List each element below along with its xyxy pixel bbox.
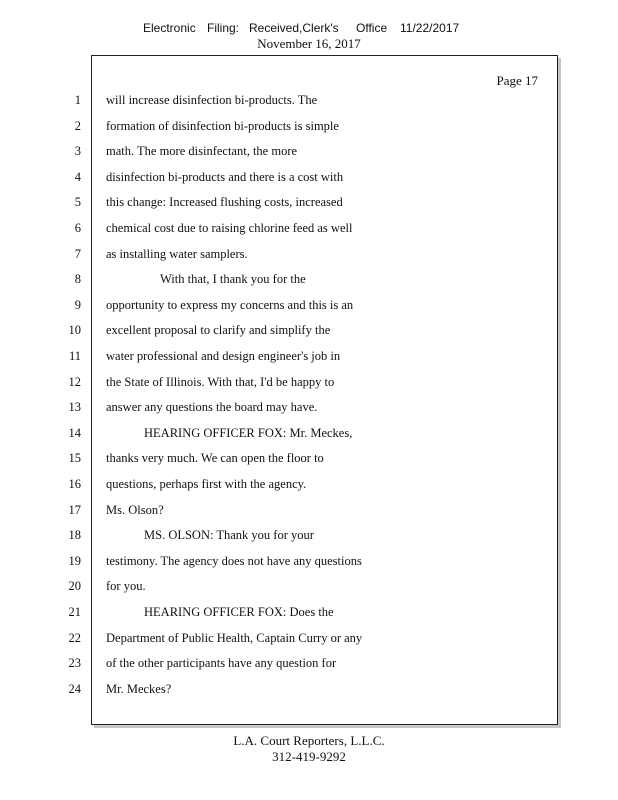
line-text: Department of Public Health, Captain Curry or any: [106, 630, 363, 645]
transcript-line: [0, 320, 618, 340]
line-number: 22: [68, 630, 81, 645]
line-text: answer any questions the board may have.: [106, 400, 318, 415]
reporter-phone: 312-419-9292: [272, 749, 346, 764]
line-number: 13: [68, 400, 81, 415]
line-text: the State of Illinois. With that, I'd be happy to: [106, 374, 335, 389]
page-number: Page 17: [496, 73, 538, 88]
line-text: Mr. Meckes?: [106, 681, 172, 696]
line-text: water professional and design engineer's job in: [106, 349, 341, 363]
transcript-line: [0, 167, 618, 187]
transcript-line: [0, 423, 618, 443]
line-text: thanks very much. We can open the floor to: [106, 451, 324, 466]
line-number: 11: [68, 349, 81, 363]
line-text: for you.: [106, 579, 146, 594]
line-number: 19: [68, 553, 81, 568]
transcript-line: [0, 628, 618, 648]
transcript-line: [0, 372, 618, 392]
stamp-office: Office: [356, 21, 388, 35]
line-number: 15: [68, 451, 81, 466]
line-text: chemical cost due to raising chlorine feed as well: [106, 221, 353, 235]
transcript-line: [0, 500, 618, 520]
transcript-line: [0, 602, 618, 622]
line-text: disinfection bi-products and there is a cost with: [106, 169, 344, 184]
transcript-line: [0, 551, 618, 571]
line-number: 6: [74, 221, 81, 235]
transcript-line: [0, 141, 618, 161]
stamp-date: 11/22/2017: [400, 21, 460, 35]
line-number: 14: [68, 425, 81, 440]
line-number: 4: [74, 169, 81, 184]
line-number: 17: [68, 502, 81, 517]
transcript-line: [0, 679, 618, 699]
line-text: HEARING OFFICER FOX: Does the: [144, 605, 334, 619]
line-text: excellent proposal to clarify and simplify the: [106, 323, 331, 338]
transcript-line: [0, 653, 618, 673]
reporter-company: L.A. Court Reporters, L.L.C.: [233, 733, 385, 748]
transcript-line: [0, 295, 618, 315]
transcript-line: [0, 269, 618, 289]
transcript-line: [0, 474, 618, 494]
line-text: MS. OLSON: Thank you for your: [144, 528, 314, 543]
line-text: With that, I thank you for the: [160, 272, 306, 287]
line-number: 3: [74, 144, 81, 159]
line-number: 8: [74, 272, 81, 287]
transcript-line: [0, 116, 618, 136]
transcript-line: [0, 397, 618, 417]
line-number: 5: [74, 195, 81, 210]
line-number: 2: [74, 118, 81, 133]
line-text: will increase disinfection bi-products. The: [106, 93, 318, 107]
line-text: HEARING OFFICER FOX: Mr. Meckes,: [144, 425, 353, 440]
transcript-line: [0, 346, 618, 366]
line-number: 10: [68, 323, 81, 338]
line-text: Ms. Olson?: [106, 502, 164, 517]
transcript-line: [0, 244, 618, 264]
line-number: 12: [68, 374, 81, 389]
line-text: opportunity to express my concerns and this is an: [106, 297, 354, 312]
stamp-electronic: Electronic: [143, 21, 196, 35]
line-text: formation of disinfection bi-products is simple: [106, 118, 339, 133]
line-number: 1: [74, 93, 81, 107]
line-number: 7: [74, 246, 81, 261]
line-text: this change: Increased flushing costs, increased: [106, 195, 343, 210]
transcript-line: [0, 90, 618, 110]
line-text: testimony. The agency does not have any questions: [106, 553, 362, 568]
line-text: as installing water samplers.: [106, 246, 248, 261]
filing-stamp: [0, 21, 618, 37]
transcript-line: [0, 448, 618, 468]
line-number: 18: [68, 528, 81, 543]
transcript-line: [0, 576, 618, 596]
transcript-line: [0, 218, 618, 238]
line-text: math. The more disinfectant, the more: [106, 144, 298, 159]
stamp-received: Received,Clerk's: [249, 21, 339, 35]
line-number: 16: [68, 477, 81, 491]
line-number: 23: [68, 656, 81, 671]
hearing-date: November 16, 2017: [257, 36, 361, 51]
stamp-filing: Filing:: [207, 21, 240, 35]
line-number: 9: [74, 297, 81, 312]
transcript-line: [0, 525, 618, 545]
line-number: 21: [68, 605, 81, 619]
line-text: of the other participants have any question for: [106, 656, 337, 671]
line-number: 24: [68, 681, 81, 696]
line-number: 20: [68, 579, 81, 594]
transcript-line: [0, 192, 618, 212]
line-text: questions, perhaps first with the agency.: [106, 477, 307, 491]
